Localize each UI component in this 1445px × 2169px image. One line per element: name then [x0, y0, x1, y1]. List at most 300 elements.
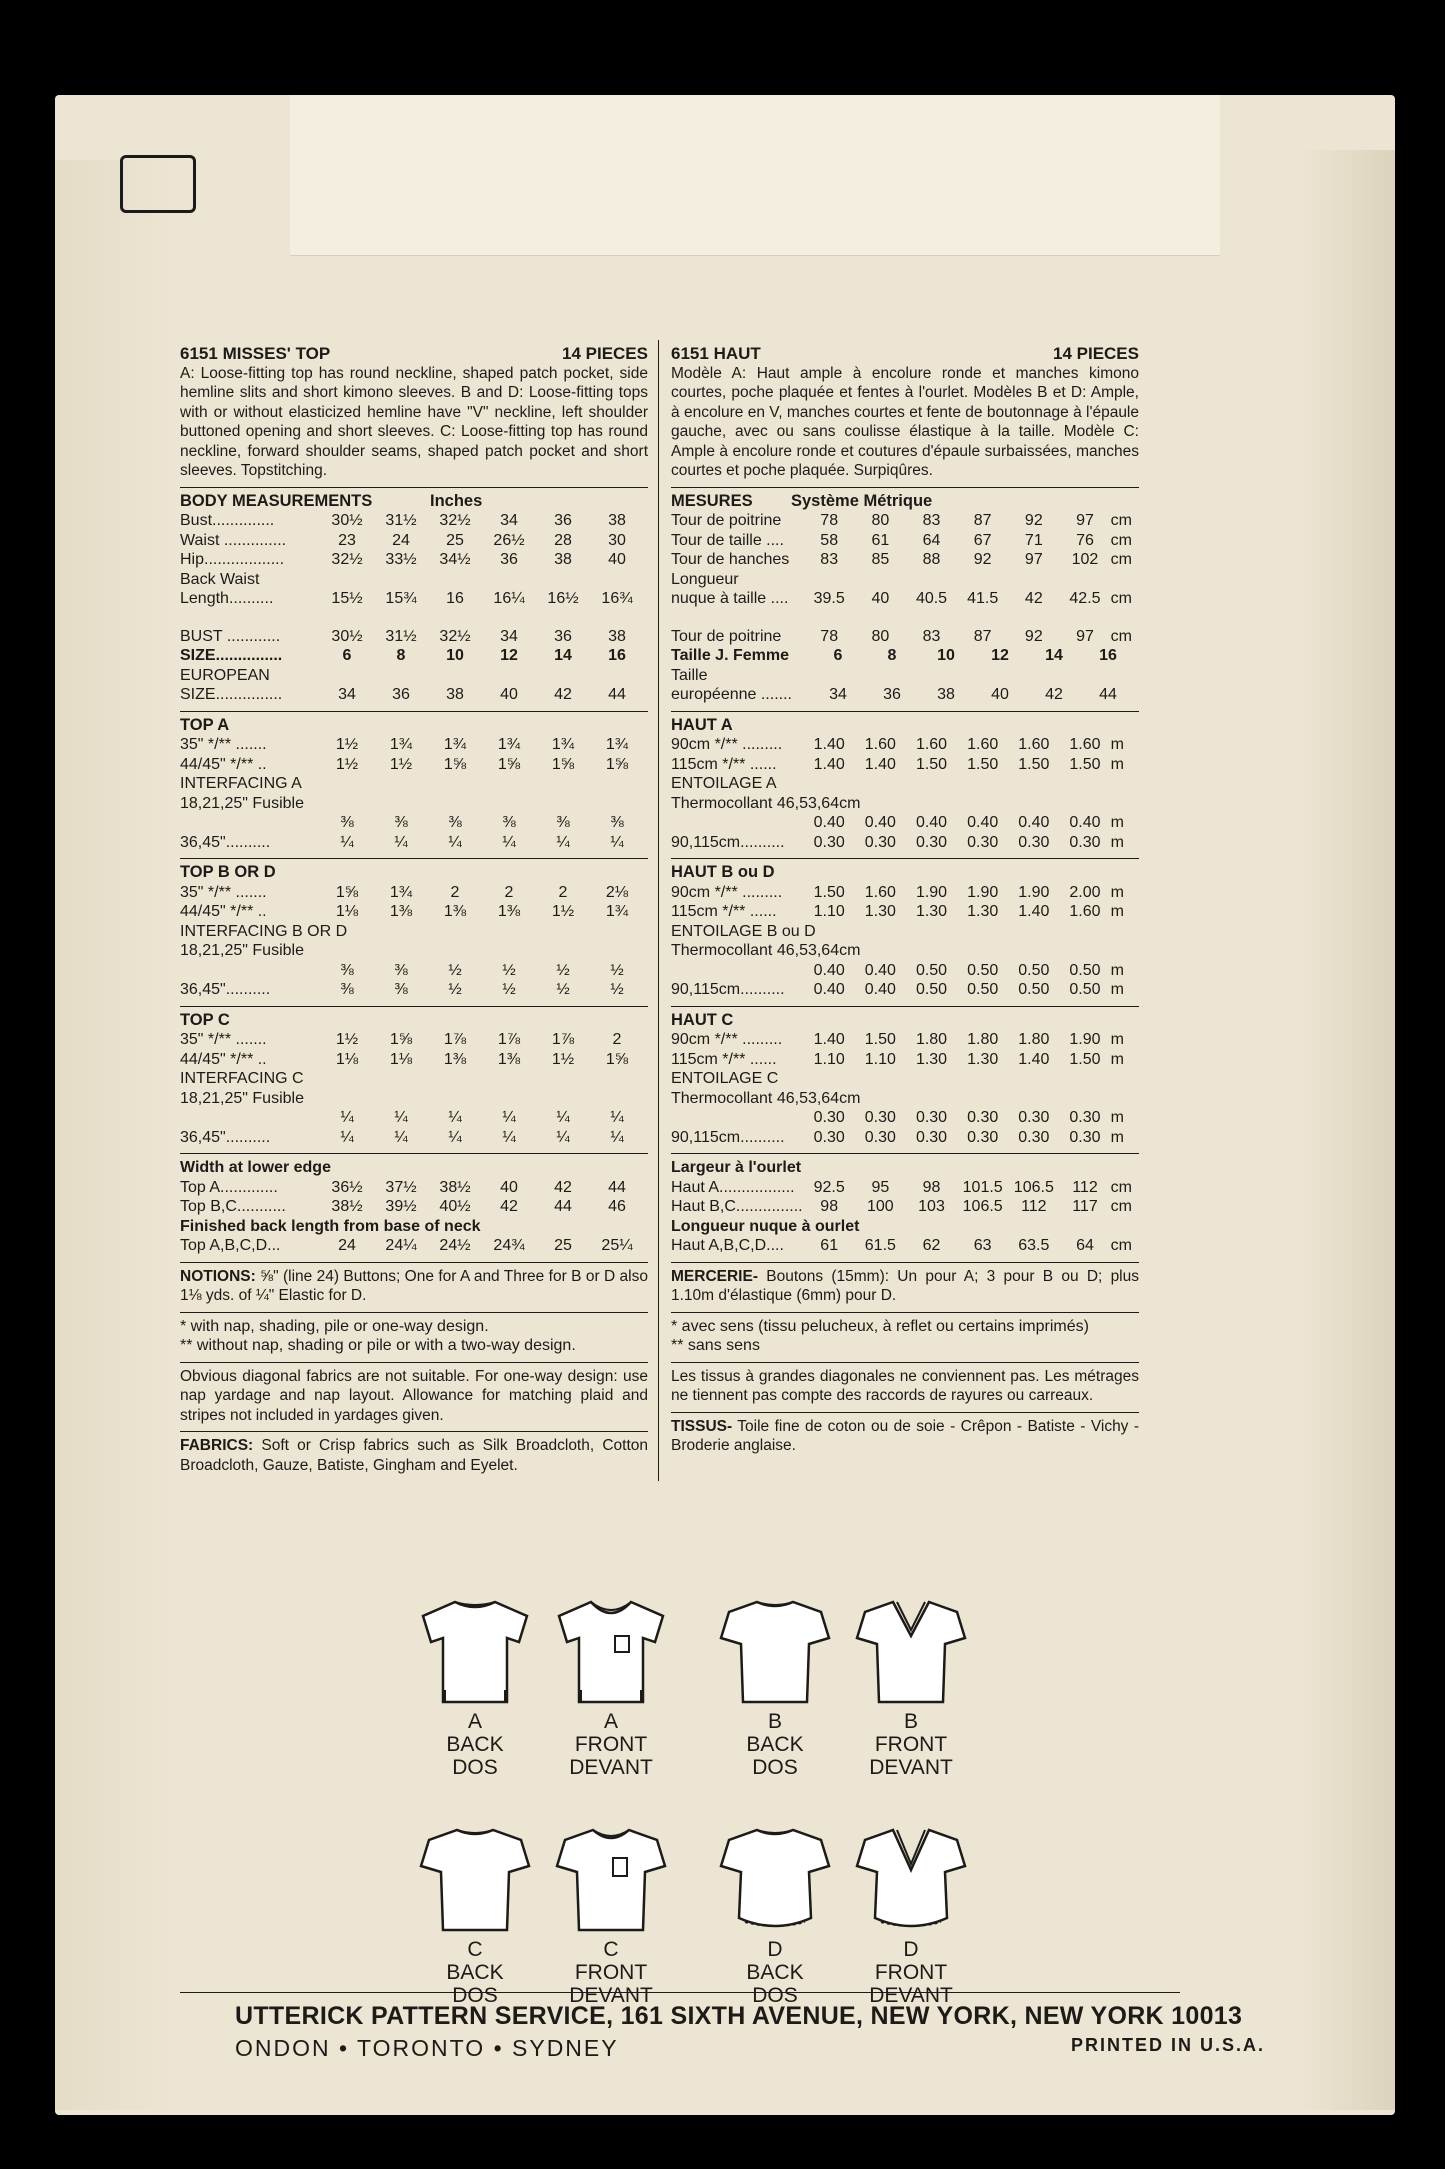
fr-interfacing-narrow-value: 0.50 — [915, 961, 948, 979]
garment-view-label-fr: DEVANT — [869, 1756, 953, 1779]
envelope-left-edge — [55, 160, 175, 2110]
fr-yardage-wide-value: 1.10 — [813, 1050, 845, 1068]
fr-interfacing-sub: Thermocollant 46,53,64cm — [671, 794, 861, 812]
fr-interfacing-wide-label: 90,115cm.......... — [671, 833, 785, 851]
fr-yardage-wide-value: 1.50 — [1069, 1050, 1101, 1068]
fr-width-value: 98 — [820, 1198, 839, 1215]
fr-yardage-narrow-value: 1.90 — [1069, 1031, 1101, 1048]
fr-notions-text: Boutons (15mm): Un pour A; 3 pour B ou D; plus 1.10m d'élastique (6mm) pour D. — [671, 1267, 1139, 1304]
en-width-label: Top B,C........... — [180, 1198, 286, 1215]
en-interfacing-wide-value: ½ — [502, 981, 516, 998]
fr-pattern-title: HAUT — [713, 344, 761, 363]
en-european-label: EUROPEAN — [180, 666, 270, 684]
fr-width-label: Haut A................. — [671, 1178, 795, 1196]
fr-interfacing-narrow-value: 0.40 — [967, 814, 999, 831]
en-yardage-wide-value: 1½ — [335, 755, 359, 773]
fr-yardage-narrow-value: 1.40 — [813, 736, 845, 753]
fr-yardage-wide-value: 1.30 — [915, 903, 948, 920]
fr-interfacing-wide-value: 0.30 — [915, 833, 948, 851]
footer-rule — [180, 1992, 1180, 1993]
en-nap-with: * with nap, shading, pile or one-way design. — [180, 1317, 489, 1335]
fr-width-value: 103 — [918, 1198, 945, 1215]
en-yardage-wide-value: 1⅜ — [443, 1050, 467, 1068]
envelope-right-edge — [1300, 150, 1395, 2110]
fr-european-row — [671, 685, 1139, 705]
en-yardage-narrow-value: 1¾ — [443, 736, 467, 753]
fr-european-value: 38 — [937, 686, 955, 703]
fr-interfacing-narrow-value: 0.30 — [967, 1109, 999, 1126]
en-yardage-narrow-value: 1⅝ — [389, 1031, 413, 1048]
fr-yardage-narrow-unit: m — [1110, 883, 1124, 901]
en-back-length-value: 25¼ — [601, 1237, 633, 1254]
en-interfacing-wide-value: ¼ — [556, 833, 570, 851]
fr-european-label2: européenne ....... — [671, 686, 792, 703]
en-body-value: 32½ — [439, 512, 471, 529]
en-interfacing-wide-value: ¼ — [556, 1128, 570, 1146]
fr-width-value: 112 — [1072, 1178, 1098, 1196]
fr-interfacing-narrow-value: 0.40 — [813, 961, 845, 979]
en-pieces: 14 PIECES — [562, 344, 648, 363]
garment-view-label-fr: DOS — [752, 1984, 798, 2007]
fr-interfacing-title: ENTOILAGE C — [671, 1070, 779, 1087]
fr-body-value: 76 — [1076, 531, 1094, 549]
en-interfacing-narrow-value: ⅜ — [610, 814, 624, 831]
en-body-units: Inches — [430, 491, 483, 510]
en-yardage-wide-label: 44/45" */** .. — [180, 1050, 267, 1068]
fr-body-value: 64 — [922, 531, 941, 549]
fr-back-length-value: 63 — [973, 1237, 992, 1254]
fr-body-value: 102 — [1071, 551, 1099, 568]
en-body-value: 32½ — [331, 551, 363, 568]
en-interfacing-sub: 18,21,25" Fusible — [180, 794, 304, 812]
en-yardage-wide-label: 44/45" */** .. — [180, 755, 267, 773]
fr-yardage-narrow-row — [671, 1030, 1139, 1050]
en-body-value: 33½ — [385, 551, 417, 568]
en-back-waist-value: 15¾ — [385, 590, 417, 607]
en-bust-value: 32½ — [439, 627, 471, 645]
en-diagonal-note: Obvious diagonal fabrics are not suitable. For one-way design: use nap yardage and nap layout. Allowance for matching plaid and stripes not included in yardages given. — [180, 1363, 648, 1433]
en-yardage-narrow-value: 2 — [504, 883, 514, 901]
en-width-row — [180, 1178, 648, 1198]
fr-interfacing-sub: Thermocollant 46,53,64cm — [671, 942, 861, 959]
garment-letter: A — [467, 1710, 482, 1733]
en-body-table — [180, 511, 648, 570]
en-interfacing-wide-value: ¼ — [448, 833, 462, 851]
en-back-length-row — [180, 1236, 648, 1256]
fr-interfacing-wide-row — [671, 1128, 1139, 1148]
en-body-value: 34½ — [439, 551, 471, 568]
en-width-value: 42 — [500, 1198, 518, 1215]
en-width-row — [180, 1197, 648, 1217]
en-yardage-wide-value: 1½ — [389, 755, 413, 773]
en-interfacing-wide-value: ⅜ — [340, 981, 354, 998]
en-body-row — [180, 531, 648, 551]
fr-back-length-value: 61.5 — [864, 1237, 896, 1254]
en-yardage-section — [180, 712, 648, 1155]
en-yardage-narrow-value: 1¾ — [389, 883, 413, 901]
en-interfacing-narrow-value: ¼ — [340, 1109, 354, 1126]
fr-diagonal-note: Les tissus à grandes diagonales ne conviennent pas. Les métrages ne tiennent pas compte des raccords de rayures ou carreaux. — [671, 1363, 1139, 1413]
en-interfacing-narrow-value: ¼ — [610, 1109, 624, 1126]
fr-top-title: HAUT B ou D — [671, 863, 775, 881]
en-pattern-number: 6151 — [180, 344, 218, 363]
fr-measurements-block — [671, 488, 1139, 712]
fr-interfacing-narrow-value: 0.30 — [813, 1109, 845, 1126]
fr-yardage-wide-unit: m — [1110, 755, 1124, 773]
en-bust-value: 30½ — [331, 627, 363, 645]
fr-width-value: 112 — [1021, 1198, 1047, 1215]
fr-bust-unit: cm — [1110, 627, 1132, 645]
en-width-value: 37½ — [385, 1178, 417, 1196]
fr-width-value: 98 — [922, 1178, 941, 1196]
fr-yardage-narrow-label: 90cm */** ......... — [671, 883, 783, 901]
fr-back-waist-row — [671, 589, 1139, 609]
fr-european-value: 42 — [1045, 686, 1063, 703]
fr-interfacing-narrow-value: 0.30 — [864, 1109, 896, 1126]
garment-view-label-fr: DEVANT — [869, 1984, 953, 2007]
fr-yardage-narrow-value: 1.60 — [1069, 736, 1101, 753]
fr-interfacing-narrow-row — [671, 813, 1139, 833]
en-size-row — [180, 646, 648, 666]
fr-yardage-narrow-value: 1.60 — [1018, 736, 1050, 753]
fr-interfacing-wide-value: 0.30 — [1018, 833, 1050, 851]
en-yardage-wide-value: 1¾ — [605, 903, 629, 920]
en-body-value: 24 — [392, 531, 410, 549]
fr-fabrics-title: TISSUS- — [671, 1417, 733, 1435]
fr-back-length-title: Longueur nuque à ourlet — [671, 1217, 860, 1235]
en-width-value: 38½ — [439, 1178, 471, 1196]
fr-interfacing-narrow-value: 0.50 — [967, 961, 999, 979]
fr-size-value: 10 — [937, 647, 955, 664]
en-back-waist-label2: Length.......... — [180, 590, 274, 607]
garment-view-label: FRONT — [874, 1961, 948, 1984]
fr-top-title: HAUT A — [671, 715, 733, 734]
en-body-value: 30½ — [331, 512, 363, 529]
en-size-value: 10 — [446, 647, 464, 664]
en-bust-value: 34 — [500, 627, 518, 645]
en-yardage-narrow-value: 1¾ — [497, 736, 521, 753]
fr-yardage-wide-value: 1.50 — [967, 755, 999, 773]
en-yardage-wide-row — [180, 1050, 648, 1070]
fr-interfacing-wide-value: 0.30 — [967, 833, 999, 851]
en-body-label: Hip.................. — [180, 551, 285, 568]
en-european-value: 44 — [608, 686, 626, 703]
fr-yardage-narrow-value: 1.60 — [967, 736, 999, 753]
fr-interfacing-sub: Thermocollant 46,53,64cm — [671, 1089, 861, 1107]
garment-view-label-fr: DOS — [452, 1756, 498, 1779]
fr-interfacing-narrow-value: 0.30 — [1018, 1109, 1050, 1126]
en-interfacing-wide-row — [180, 980, 648, 1000]
fr-bust-value: 97 — [1076, 627, 1094, 645]
fr-yardage-wide-value: 1.30 — [915, 1050, 948, 1068]
en-interfacing-wide-value: ¼ — [340, 833, 354, 851]
fr-bust-value: 92 — [1024, 627, 1043, 645]
fr-yardage-wide-value: 1.40 — [864, 755, 896, 773]
en-yardage-narrow-value: 1¾ — [389, 736, 413, 753]
tshirt-back-icon — [415, 1818, 535, 1938]
en-top-block — [180, 712, 648, 860]
fr-interfacing-wide-value: 0.50 — [1018, 981, 1050, 998]
en-body-value: 23 — [338, 531, 356, 549]
garment-letter: D — [767, 1938, 783, 1961]
en-back-waist-value: 15½ — [331, 590, 363, 607]
en-interfacing-wide-value: ¼ — [502, 1128, 516, 1146]
en-interfacing-narrow-value: ⅜ — [340, 814, 354, 831]
en-back-waist-row — [180, 589, 648, 609]
fr-interfacing-wide-label: 90,115cm.......... — [671, 981, 785, 998]
publisher-address: UTTERICK PATTERN SERVICE, 161 SIXTH AVENUE, NEW YORK, NEW YORK 10013 — [235, 2002, 1243, 2030]
en-nap-block — [180, 1313, 648, 1363]
fr-interfacing-wide-value: 0.30 — [1069, 833, 1101, 851]
fr-description: Modèle A: Haut ample à encolure ronde et manches kimono courtes, poche plaquée et fentes à l'ourlet. Modèles B et D: Ample, à encolure en V, manches courtes et fente de boutonnage à l'épaule gauche, avec ou sans coulisse élastique à la taille. Modèle C: Ample à encolure ronde et coutures d'épaule surbaissées, manches courtes et poche plaquée. Surpiqûres. — [671, 364, 1139, 479]
en-yardage-wide-value: 1⅝ — [551, 755, 575, 773]
en-yardage-narrow-value: 1⅞ — [443, 1031, 467, 1048]
fr-interfacing-narrow-value: 0.40 — [1018, 814, 1050, 831]
vneck-top-front-icon — [851, 1590, 971, 1710]
en-back-waist-label: Back Waist — [180, 570, 260, 588]
en-back-length-title: Finished back length from base of neck — [180, 1217, 481, 1235]
fr-back-length-label: Haut A,B,C,D.... — [671, 1237, 784, 1254]
fr-yardage-wide-label: 115cm */** ...... — [671, 903, 777, 920]
fr-size-value: 8 — [887, 647, 897, 664]
en-yardage-wide-row — [180, 755, 648, 775]
en-body-row — [180, 550, 648, 570]
en-yardage-narrow-value: 1¾ — [605, 736, 629, 753]
fr-interfacing-wide-value: 0.50 — [967, 981, 999, 998]
en-size-value: 8 — [396, 647, 406, 664]
garment-letter: B — [903, 1710, 918, 1733]
en-back-length-value: 24½ — [439, 1237, 471, 1254]
fr-interfacing-title: ENTOILAGE A — [671, 775, 777, 792]
en-yardage-narrow-value: 1⅞ — [497, 1031, 521, 1048]
en-size-value: 16 — [608, 647, 626, 664]
en-body-value: 38 — [608, 512, 626, 529]
fr-back-length-value: 64 — [1076, 1237, 1094, 1254]
garment-view — [836, 1818, 986, 2007]
butterick-logo-icon — [120, 155, 196, 213]
fr-yardage-narrow-row — [671, 883, 1139, 903]
fr-yardage-wide-unit: m — [1110, 903, 1124, 920]
en-european-row — [180, 685, 648, 705]
garment-letter: C — [467, 1938, 483, 1961]
fr-body-value: 80 — [871, 512, 890, 529]
fr-back-length-row — [671, 1236, 1139, 1256]
en-yardage-wide-label: 44/45" */** .. — [180, 903, 267, 920]
en-interfacing-wide-label: 36,45".......... — [180, 1128, 271, 1146]
fr-back-waist-value: 40 — [871, 590, 890, 607]
garment-view — [536, 1590, 686, 1779]
printed-in: PRINTED IN U.S.A. — [1070, 2035, 1265, 2055]
en-width-block — [180, 1154, 648, 1263]
fr-bust-value: 83 — [922, 627, 941, 645]
fr-width-value: 101.5 — [962, 1178, 1003, 1196]
fr-yardage-narrow-value: 1.80 — [967, 1031, 999, 1048]
en-body-value: 25 — [446, 531, 464, 549]
en-interfacing-narrow-row — [180, 813, 648, 833]
fr-body-row — [671, 531, 1139, 551]
fr-body-value: 67 — [973, 531, 992, 549]
en-back-length-value: 24¼ — [385, 1237, 417, 1254]
en-yardage-narrow-value: 1⅝ — [335, 883, 359, 901]
fr-interfacing-narrow-row — [671, 1108, 1139, 1128]
fr-width-value: 92.5 — [813, 1178, 845, 1196]
garment-view-label-fr: DOS — [452, 1984, 498, 2007]
en-size-value: 12 — [500, 647, 518, 664]
tshirt-front-pocket-icon — [551, 1818, 671, 1938]
en-body-value: 38 — [554, 551, 572, 568]
fr-body-value: 83 — [820, 551, 839, 568]
en-interfacing-wide-value: ¼ — [394, 833, 408, 851]
en-interfacing-narrow-value: ¼ — [556, 1109, 570, 1126]
fr-body-value: 92 — [973, 551, 992, 568]
en-bust-row — [180, 627, 648, 647]
fr-back-length-value: 63.5 — [1018, 1237, 1050, 1254]
en-interfacing-narrow-row — [180, 1108, 648, 1128]
en-interfacing-wide-value: ½ — [610, 981, 624, 998]
en-back-length-value: 24 — [338, 1237, 356, 1254]
en-yardage-narrow-value: 2 — [612, 1031, 622, 1048]
fr-yardage-wide-value: 1.40 — [1018, 1050, 1050, 1068]
fr-yardage-wide-value: 1.30 — [864, 903, 896, 920]
en-interfacing-narrow-value: ⅜ — [502, 814, 516, 831]
garment-view-label: FRONT — [574, 1733, 648, 1756]
fr-width-unit: cm — [1110, 1198, 1132, 1215]
en-interfacing-narrow-value: ¼ — [448, 1109, 462, 1126]
en-interfacing-wide-value: ⅜ — [394, 981, 408, 998]
en-width-value: 36½ — [331, 1178, 363, 1196]
garment-letter: B — [767, 1710, 782, 1733]
fr-back-waist-value: 42 — [1024, 590, 1043, 607]
en-interfacing-narrow-value: ⅜ — [556, 814, 570, 831]
en-back-waist-value: 16½ — [547, 590, 579, 607]
fr-body-value: 88 — [922, 551, 941, 568]
tshirt-back-icon — [715, 1590, 835, 1710]
fr-bust-label: Tour de poitrine — [671, 627, 782, 645]
en-body-label: Bust.............. — [180, 512, 275, 529]
en-body-row — [180, 511, 648, 531]
fr-european-value: 40 — [991, 686, 1009, 703]
en-interfacing-wide-value: ¼ — [394, 1128, 408, 1146]
fr-european-label: Taille — [671, 666, 708, 684]
garment-view — [400, 1818, 550, 2007]
en-yardage-narrow-value: 1⅞ — [551, 1031, 575, 1048]
fr-width-label: Haut B,C............... — [671, 1198, 803, 1215]
en-interfacing-narrow-value: ½ — [610, 961, 624, 979]
fr-yardage-wide-value: 1.50 — [915, 755, 948, 773]
fr-yardage-wide-value: 1.40 — [813, 755, 845, 773]
garment-view — [536, 1818, 686, 2007]
fr-width-value: 100 — [867, 1198, 894, 1215]
fr-nap-block — [671, 1313, 1139, 1363]
en-interfacing-wide-label: 36,45".......... — [180, 833, 271, 851]
fr-yardage-wide-row — [671, 1050, 1139, 1070]
en-yardage-wide-value: 1⅝ — [443, 755, 467, 773]
fr-european-value: 36 — [883, 686, 901, 703]
en-body-value: 36 — [500, 551, 518, 568]
en-width-title: Width at lower edge — [180, 1159, 331, 1176]
en-width-table — [180, 1178, 648, 1217]
en-interfacing-wide-value: ½ — [448, 981, 462, 998]
fr-interfacing-title: ENTOILAGE B ou D — [671, 922, 816, 940]
fr-back-waist-value: 41.5 — [967, 590, 999, 607]
fr-interfacing-wide-value: 0.30 — [864, 1128, 896, 1146]
en-body-value: 30 — [608, 531, 626, 549]
fr-interfacing-wide-row — [671, 833, 1139, 853]
instruction-panel — [180, 340, 1260, 1481]
fr-back-waist-unit: cm — [1110, 590, 1132, 607]
fr-body-label: Tour de poitrine — [671, 512, 782, 529]
fr-yardage-narrow-value: 1.80 — [1018, 1031, 1050, 1048]
en-yardage-narrow-row — [180, 735, 648, 755]
fr-body-title: MESURES — [671, 491, 753, 510]
fr-yardage-wide-value: 1.10 — [864, 1050, 896, 1068]
footer — [235, 2002, 1265, 2062]
en-bust-value: 36 — [554, 627, 572, 645]
fr-width-row — [671, 1178, 1139, 1198]
fr-width-value: 106.5 — [1013, 1178, 1054, 1196]
fr-yardage-narrow-unit: m — [1110, 736, 1124, 753]
en-interfacing-title: INTERFACING A — [180, 775, 302, 792]
fr-interfacing-narrow-value: 0.40 — [915, 814, 948, 831]
fr-nap-with: * avec sens (tissu pelucheux, à reflet ou certains imprimés) — [671, 1317, 1089, 1335]
fr-interfacing-narrow-value: 0.40 — [1069, 814, 1101, 831]
fr-yardage-wide-row — [671, 755, 1139, 775]
en-width-value: 39½ — [385, 1198, 417, 1215]
en-yardage-wide-value: 1½ — [551, 1050, 575, 1068]
fr-body-value: 58 — [820, 531, 839, 549]
fr-back-waist-value: 40.5 — [915, 590, 948, 607]
fr-size-row — [671, 646, 1139, 666]
fr-yardage-wide-value: 1.30 — [967, 1050, 999, 1068]
en-interfacing-wide-row — [180, 833, 648, 853]
fr-yardage-wide-value: 1.40 — [1018, 903, 1050, 920]
fr-yardage-narrow-value: 1.90 — [967, 883, 999, 901]
fr-yardage-wide-value: 1.30 — [967, 903, 999, 920]
fr-body-value: 71 — [1024, 531, 1043, 549]
fr-yardage-narrow-value: 1.90 — [1018, 883, 1050, 901]
en-yardage-narrow-value: 1½ — [335, 736, 359, 753]
en-notions-title: NOTIONS: — [180, 1267, 256, 1285]
garment-view-label: BACK — [746, 1961, 804, 1984]
garment-view — [700, 1818, 850, 2007]
en-back-length-label: Top A,B,C,D... — [180, 1237, 281, 1254]
garment-view-label-fr: DEVANT — [569, 1756, 653, 1779]
garment-views — [400, 1590, 1060, 2010]
fr-interfacing-narrow-value: 0.50 — [1069, 961, 1101, 979]
garment-view-label: FRONT — [874, 1733, 948, 1756]
fr-interfacing-narrow-value: 0.40 — [813, 814, 845, 831]
en-width-value: 40 — [500, 1178, 518, 1196]
fr-interfacing-wide-value: 0.30 — [813, 833, 845, 851]
en-description: A: Loose-fitting top has round neckline, shaped patch pocket, side hemline slits and short kimono sleeves. B and D: Loose-fitting tops with or without elasticized hemline have "V" neckline, left shoulder buttoned opening and short sleeves. C: Loose-fitting top has round neckline, forward shoulder seams, shaped patch pocket and short sleeves. Topstitching. — [180, 364, 648, 479]
fr-width-value: 106.5 — [962, 1198, 1003, 1215]
en-top-title: TOP A — [180, 715, 230, 734]
en-back-waist-value: 16 — [446, 590, 464, 607]
fr-interfacing-narrow-unit: m — [1110, 814, 1124, 831]
fr-body-value: 61 — [871, 531, 890, 549]
elastic-hem-top-back-icon — [715, 1818, 835, 1938]
en-back-waist-value: 16¼ — [493, 590, 525, 607]
en-body-label: Waist .............. — [180, 531, 287, 549]
english-column — [180, 340, 659, 1481]
fr-yardage-narrow-label: 90cm */** ......... — [671, 736, 783, 753]
en-interfacing-narrow-value: ½ — [556, 961, 570, 979]
en-yardage-narrow-label: 35" */** ....... — [180, 1031, 267, 1048]
en-european-value: 42 — [554, 686, 572, 703]
en-interfacing-wide-label: 36,45".......... — [180, 981, 271, 998]
en-body-value: 34 — [500, 512, 518, 529]
garment-view — [400, 1590, 550, 1779]
